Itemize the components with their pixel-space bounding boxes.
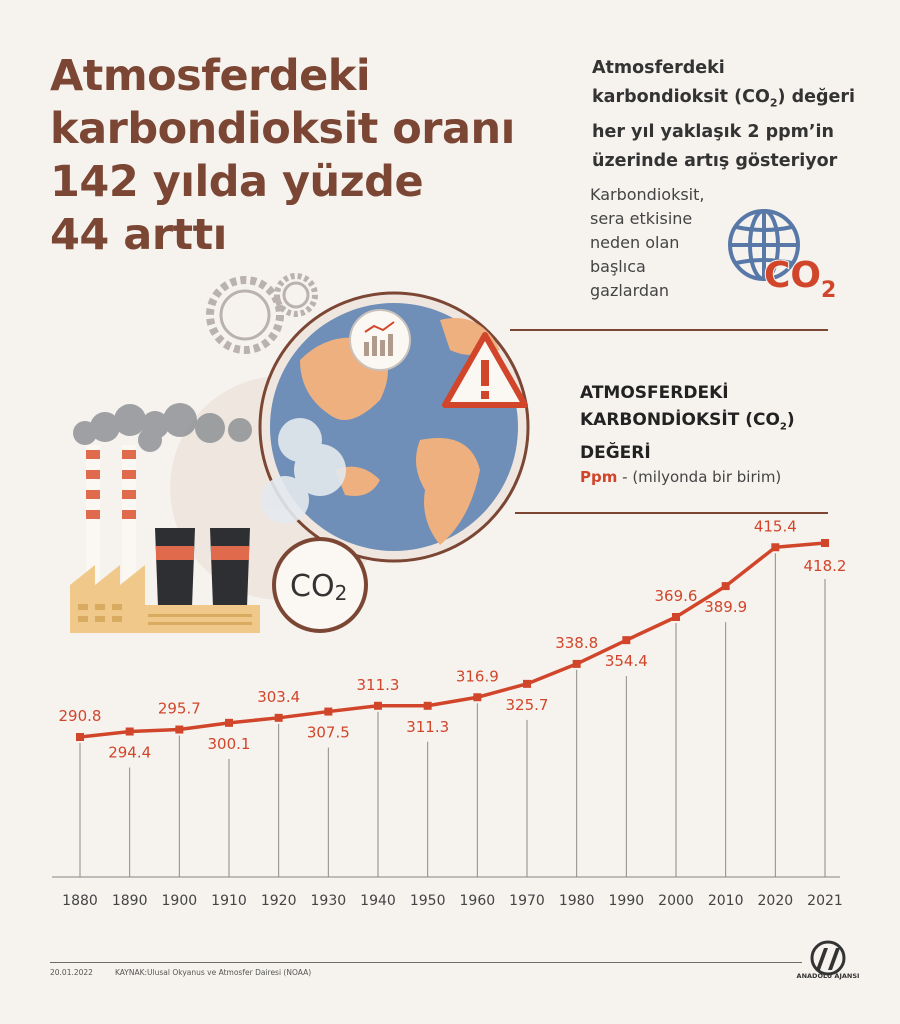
badge-co2-text: CO (290, 569, 335, 604)
fact-line-2-pre: karbondioksit (CO (592, 87, 770, 107)
unit-ppm: Ppm (580, 468, 618, 486)
data-label: 290.8 (58, 707, 102, 725)
data-point (76, 733, 84, 741)
data-point (473, 693, 481, 701)
x-tick-label: 2021 (807, 893, 843, 909)
fact-line-3: her yıl yaklaşık 2 ppm’in (592, 121, 835, 142)
badge-co2-sub: 2 (334, 581, 348, 605)
x-tick-label: 2000 (658, 893, 694, 909)
footer-divider (50, 962, 802, 963)
data-point (175, 726, 183, 734)
data-label: 311.3 (406, 717, 450, 736)
data-point (722, 582, 730, 590)
x-tick-label: 1920 (260, 893, 297, 909)
x-tick-label: 1980 (558, 893, 595, 909)
x-tick-label: 1950 (409, 893, 446, 909)
data-label: 389.9 (704, 598, 748, 617)
chart-title-line-1: ATMOSFERDEKİ (580, 383, 729, 403)
x-tick-label: 1970 (509, 893, 545, 909)
fact-line-2-post: ) değeri (777, 87, 856, 107)
data-point (324, 708, 332, 716)
data-label: 316.9 (455, 667, 499, 686)
footer-date: 20.01.2022 (50, 968, 93, 977)
data-point (275, 714, 283, 722)
headline-line-4: 44 arttı (50, 210, 227, 260)
data-point (126, 728, 134, 736)
logo-text: ANADOLU AJANSI (796, 972, 860, 980)
x-tick-label: 1900 (161, 893, 198, 909)
fact-line-1: Atmosferdeki (592, 58, 725, 78)
data-point (573, 660, 581, 668)
data-label: 300.1 (207, 734, 251, 753)
x-tick-label: 1880 (62, 893, 98, 909)
data-label: 307.5 (306, 723, 350, 742)
chart-title-line-2-sub: 2 (779, 421, 787, 433)
x-tick-label: 1960 (459, 893, 496, 909)
x-tick-label: 2010 (707, 893, 744, 909)
data-label: 303.4 (257, 687, 301, 706)
headline-line-1: Atmosferdeki (50, 51, 371, 101)
x-tick-label: 1940 (360, 893, 396, 909)
note-line-3: neden olan (590, 233, 680, 252)
globe-co2-text: CO (764, 255, 822, 296)
data-label: 369.6 (654, 587, 698, 606)
footer-source: KAYNAK:Ulusal Okyanus ve Atmosfer Dairesi (NOAA) (114, 968, 312, 977)
data-label: 311.3 (356, 675, 400, 694)
chart-title-line-2-pre: KARBONDİOKSİT (CO (580, 410, 780, 430)
data-point (821, 539, 829, 547)
data-label: 325.7 (505, 695, 549, 714)
data-label: 415.4 (753, 517, 797, 536)
data-point (225, 719, 233, 727)
data-label: 295.7 (157, 699, 201, 718)
data-point (374, 702, 382, 710)
fact-line-2-sub: 2 (769, 96, 778, 110)
x-tick-label: 1990 (608, 893, 645, 909)
globe-co2-sub: 2 (821, 278, 836, 303)
note-line-4: başlıca (590, 257, 646, 276)
fact-line-4: üzerinde artış gösteriyor (592, 150, 838, 171)
data-point (771, 543, 779, 551)
x-tick-label: 1910 (211, 893, 247, 909)
x-tick-label: 1890 (111, 893, 148, 909)
chart-title-line-3: DEĞERİ (580, 443, 651, 464)
data-point (622, 636, 630, 644)
data-point (523, 680, 531, 688)
headline-line-3: 142 yılda yüzde (50, 157, 424, 207)
unit-desc: - (milyonda bir birim) (617, 468, 782, 486)
data-label: 338.8 (555, 633, 599, 652)
data-point (424, 702, 432, 710)
headline-line-2: karbondioksit oranı (50, 104, 515, 154)
note-line-2: sera etkisine (590, 209, 693, 228)
note-line-5: gazlardan (590, 281, 670, 300)
chart-title-line-2-post: ) (786, 410, 795, 430)
note-line-1: Karbondioksit, (590, 185, 705, 204)
data-label: 294.4 (108, 743, 152, 762)
x-tick-label: 1930 (310, 893, 347, 909)
x-tick-label: 2020 (757, 893, 794, 909)
footer (50, 968, 311, 977)
data-label: 418.2 (803, 557, 847, 575)
data-point (672, 613, 680, 621)
data-label: 354.4 (604, 652, 648, 671)
